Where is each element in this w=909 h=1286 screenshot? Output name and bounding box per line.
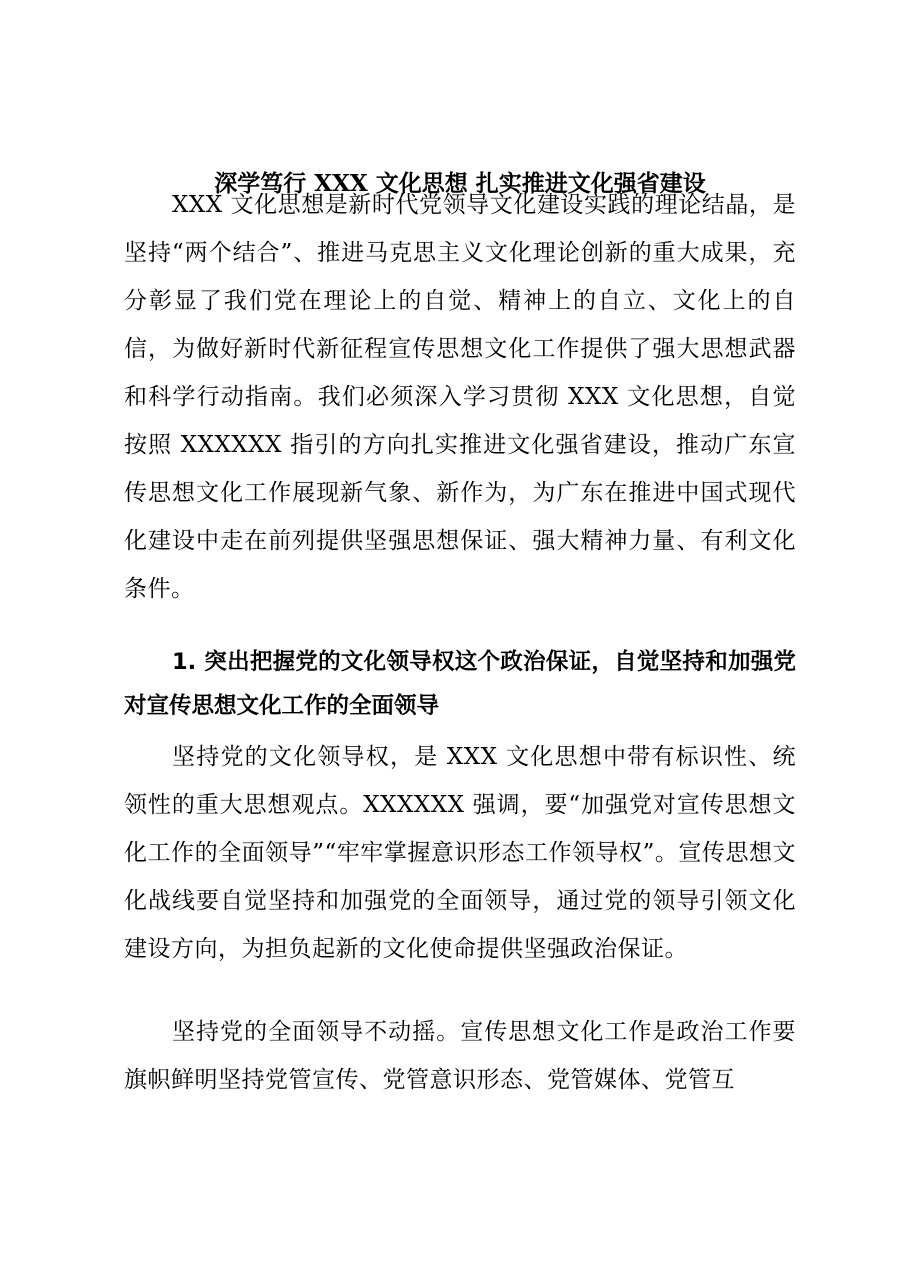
intro-paragraph: XXX 文化思想是新时代党领导文化建设实践的理论结晶，是坚持“两个结合”、推进马克思主义文化理论创新的重大成果，充分彰显了我们党在理论上的自觉、精神上的自立、文化上的自信，为做好新时代新征程宣传思想文化工作提供了强大思想武器和科学行动指南。我们必须深入学习贯彻 XXX 文化思想，自觉按照 XXXXXX 指引的方向扎实推进文化强省建设，推动广东宣传思想文化工作展现新气象、新作为，为广东在推进中国式现代化建设中走在前列提供坚强思想保证、强大精神力量、有利文化条件。	[124, 192, 796, 602]
document-body	[124, 0, 796, 1286]
section-heading-1: 1. 突出把握党的文化领导权这个政治保证，自觉坚持和加强党对宣传思想文化工作的全面领导	[124, 649, 796, 719]
section-1-paragraph-1: 坚持党的文化领导权，是 XXX 文化思想中带有标识性、统领性的重大思想观点。XXXXXX 强调，要“加强党对宣传思想文化工作的全面领导”“牢牢掌握意识形态工作领导权”。宣传思想文化战线要自觉坚持和加强党的全面领导，通过党的领导引领文化建设方向，为担负起新的文化使命提供坚强政治保证。	[124, 744, 796, 962]
section-1-paragraph-2: 坚持党的全面领导不动摇。宣传思想文化工作是政治工作要旗帜鲜明坚持党管宣传、党管意识形态、党管媒体、党管互	[124, 1019, 796, 1093]
document-title: 深学笃行 XXX 文化思想 扎实推进文化强省建设	[214, 170, 706, 197]
